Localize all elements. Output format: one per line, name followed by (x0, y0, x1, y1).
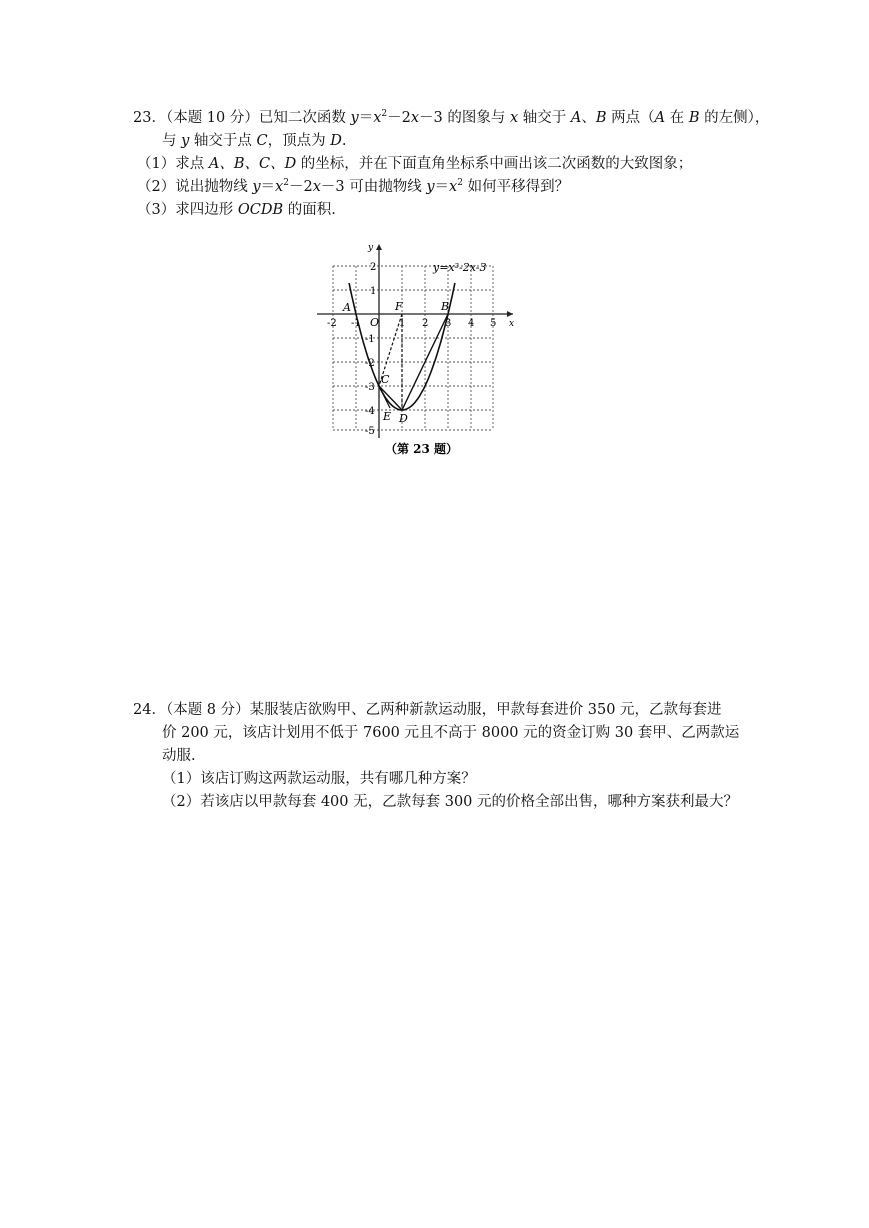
point-f-label: F (395, 300, 403, 313)
eq-var: x (410, 110, 420, 126)
q23-text: 如何平移得到？ (462, 179, 570, 195)
y-tick-label: 2 (370, 262, 377, 273)
eq-exponent: 2 (381, 109, 388, 119)
q23-text: 的图象与 (442, 110, 510, 126)
q23-line2 (162, 131, 347, 151)
point-label: A (654, 110, 666, 126)
q23-text: 与 (162, 133, 182, 149)
q23-text: . (341, 133, 347, 149)
point-e-label: E (383, 410, 392, 423)
point-label: A (570, 110, 582, 126)
q23-text: 已知二次函数 (258, 110, 346, 126)
q23-text: （2）说出抛物线 (137, 179, 253, 195)
eq-var: x (373, 110, 382, 126)
figure-caption: （第 23 题） (385, 442, 459, 456)
x-axis-label: x (509, 319, 515, 329)
y-axis-label: y (368, 243, 374, 253)
point-label: B (595, 110, 607, 126)
y-axis-arrow (376, 244, 382, 250)
q23-text: ，顶点为 (267, 133, 331, 149)
q24-text: 某服装店欲购甲、乙两种新款运动服，甲款每套进价 350 元，乙款每套进 (249, 702, 722, 718)
q23-text: 、 (581, 110, 596, 126)
q23-text: （1）求点 (137, 156, 209, 172)
y-tick-label: -1 (365, 334, 375, 345)
q23-text: 轴交于点 (189, 133, 257, 149)
q23-part1 (137, 154, 692, 174)
eq-term: －3 (419, 110, 443, 126)
curve-label: y=x²-2x-3 (433, 261, 487, 274)
eq-var: x (275, 179, 284, 195)
y-tick-label: -2 (365, 358, 375, 369)
eq-sign: ＝ (434, 179, 450, 195)
q24-line3: 动服. (162, 748, 196, 764)
coordinate-plot (313, 240, 523, 462)
q24-number: 24． (133, 702, 166, 718)
x-tick-label: 4 (468, 318, 475, 329)
eq-exponent: 2 (457, 178, 463, 188)
eq-term: －2 (387, 110, 411, 126)
eq-var: y (426, 179, 435, 195)
q24-part1: （1）该店订购这两款运动服，共有哪几种方案？ (162, 771, 476, 787)
q23-text: －3 可由抛物线 (320, 179, 427, 195)
q23-text: 的左侧）， (699, 110, 770, 126)
q24-score: （本题 8 分） (165, 702, 250, 718)
eq-sign: ＝ (358, 110, 374, 126)
q24-part2: （2）若该店以甲款每套 400 无，乙款每套 300 元的价格全部出售，哪种方案获利最大？ (162, 794, 739, 810)
q24-line2: 价 200 元，该店计划用不低于 7600 元且不高于 8000 元的资金订购 30 套甲、乙两款运 (162, 725, 740, 741)
q23-line1 (133, 108, 769, 128)
q23-text: 两点（ (606, 110, 655, 126)
q23-part2 (137, 177, 569, 197)
x-tick-label: 1 (399, 318, 406, 329)
y-tick-label: -5 (365, 426, 375, 437)
eq-var: x (312, 179, 321, 195)
eq-var: y (181, 133, 190, 149)
eq-var: y (350, 110, 359, 126)
y-tick-label: 1 (370, 286, 377, 297)
eq-exponent: 2 (283, 178, 289, 188)
eq-sign: ＝ (260, 179, 276, 195)
eq-var: y (252, 179, 261, 195)
point-label: B (688, 110, 700, 126)
q23-score: （本题 10 分） (165, 110, 259, 126)
origin-label: O (370, 316, 380, 329)
eq-var: x (449, 179, 458, 195)
y-tick-label: -3 (365, 382, 375, 393)
q24-line1 (133, 700, 722, 720)
q23-number: 23． (133, 110, 166, 126)
x-tick-label: 3 (445, 318, 452, 329)
q23-text: 在 (665, 110, 689, 126)
x-tick-label: 5 (490, 318, 497, 329)
y-tick-label: -4 (365, 406, 375, 417)
x-tick-label: -2 (327, 318, 337, 329)
point-c-label: C (381, 373, 390, 386)
point-a-label: A (343, 301, 351, 314)
q23-text: 的坐标，并在下面直角坐标系中画出该二次函数的大致图象； (296, 156, 693, 172)
point-label: D (330, 133, 342, 149)
q23-text: 轴交于 (518, 110, 571, 126)
x-axis-arrow (507, 311, 513, 317)
point-b-label: B (441, 300, 450, 313)
eq-term: －2 (288, 179, 313, 195)
x-tick-label: 2 (422, 318, 429, 329)
point-d-label: D (399, 412, 408, 425)
shape-label: OCDB (237, 202, 284, 218)
parabola-figure (313, 240, 523, 462)
x-tick-label: -1 (351, 318, 361, 329)
q23-part3 (137, 200, 336, 220)
q23-text: （3）求四边形 (137, 202, 238, 218)
q23-text: 的面积. (283, 202, 336, 218)
eq-var: x (509, 110, 519, 126)
point-label: C (256, 133, 268, 149)
segment-ce (379, 386, 390, 408)
point-labels: A、B、C、D (208, 156, 297, 172)
